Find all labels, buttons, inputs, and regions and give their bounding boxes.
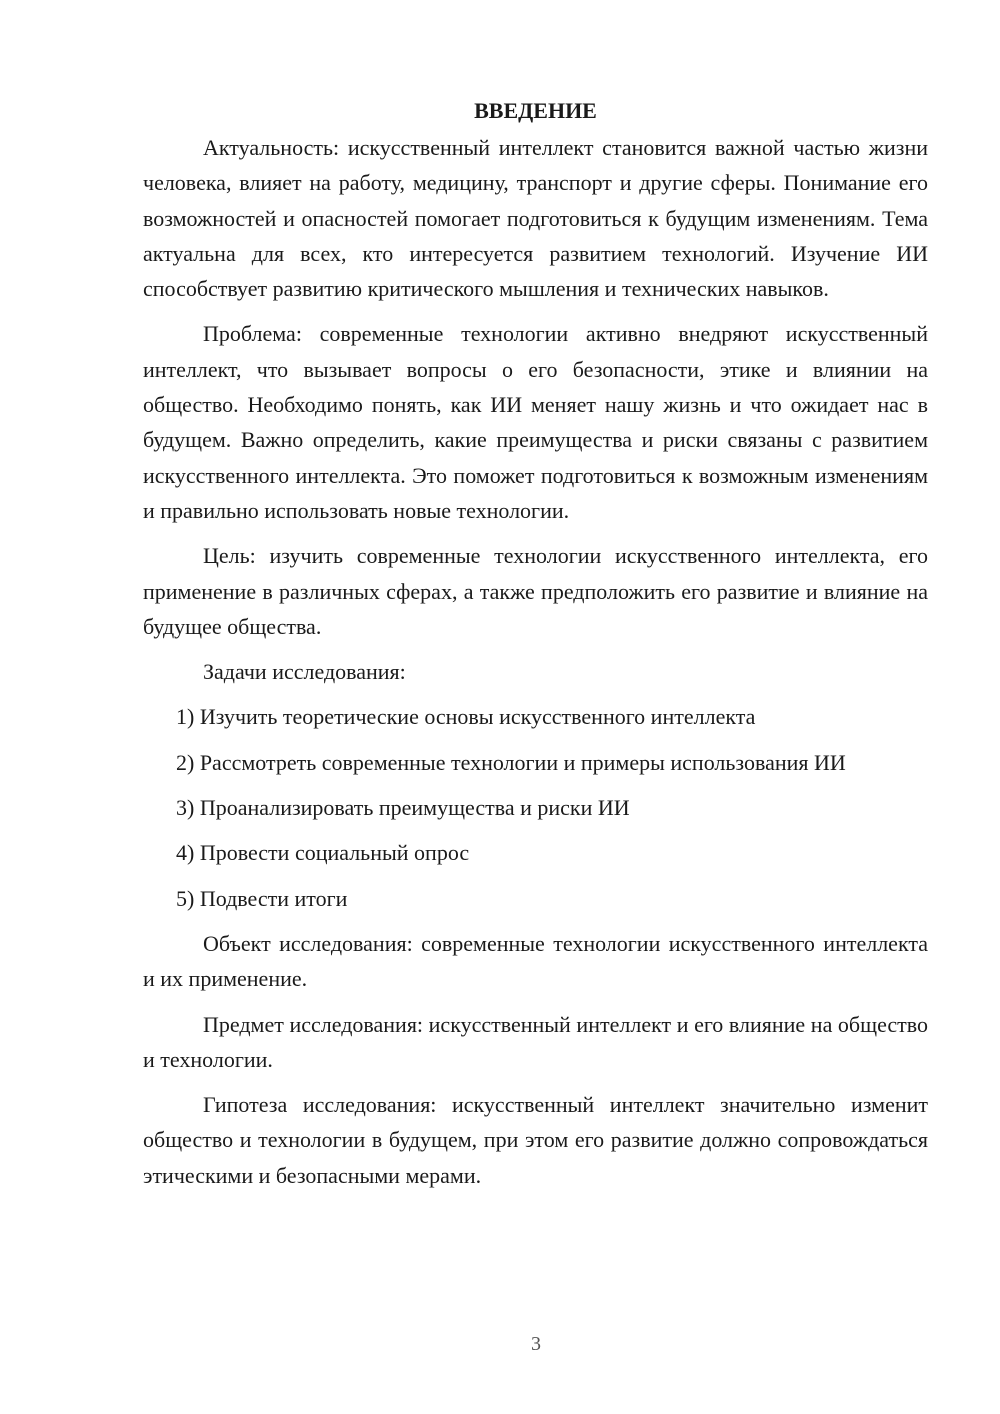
page-title: ВВЕДЕНИЕ [474,98,597,123]
relevance-paragraph: Актуальность: искусственный интеллект становится важной частью жизни человека, влияет на работу, медицину, транспорт и другие сферы. Понимание его возможностей и опасностей помогает подготовиться к будущим изменениям. Тема актуальна для всех, кто интересуется развитием технологий. Изучение ИИ способствует развитию критического мышления и технических навыков. [143,135,928,302]
list-item: 2) Рассмотреть современные технологии и примеры использования ИИ [176,749,846,775]
tasks-list [143,699,928,915]
hypothesis-paragraph: Гипотеза исследования: искусственный интеллект значительно изменит общество и технологии в будущем, при этом его развитие должно сопровождаться этическими и безопасными мерами. [143,1092,928,1188]
subject-paragraph: Предмет исследования: искусственный интеллект и его влияние на общество и технологии. [143,1011,928,1072]
list-item: 4) Провести социальный опрос [176,840,470,866]
list-item: 3) Проанализировать преимущества и риски ИИ [176,795,630,821]
problem-paragraph: Проблема: современные технологии активно внедряют искусственный интеллект, что вызывает вопросы о его безопасности, этике и влиянии на общество. Необходимо понять, как ИИ меняет нашу жизнь и что ожидает нас в будущем. Важно определить, какие преимущества и риски связаны с развитием искусственного интеллекта. Это поможет подготовиться к возможным изменениям и правильно использовать новые технологии. [143,321,928,523]
object-paragraph: Объект исследования: современные технологии искусственного интеллекта и их применение. [143,930,928,992]
tasks-title: Задачи исследования: [203,659,406,685]
list-item: 1) Изучить теоретические основы искусственного интеллекта [176,704,756,730]
goal-paragraph: Цель: изучить современные технологии искусственного интеллекта, его применение в различных сферах, а также предположить его развитие и влияние на будущее общества. [143,543,928,639]
page-number: 3 [531,1333,541,1355]
list-item: 5) Подвести итоги [176,885,348,911]
page-body [143,93,928,1203]
